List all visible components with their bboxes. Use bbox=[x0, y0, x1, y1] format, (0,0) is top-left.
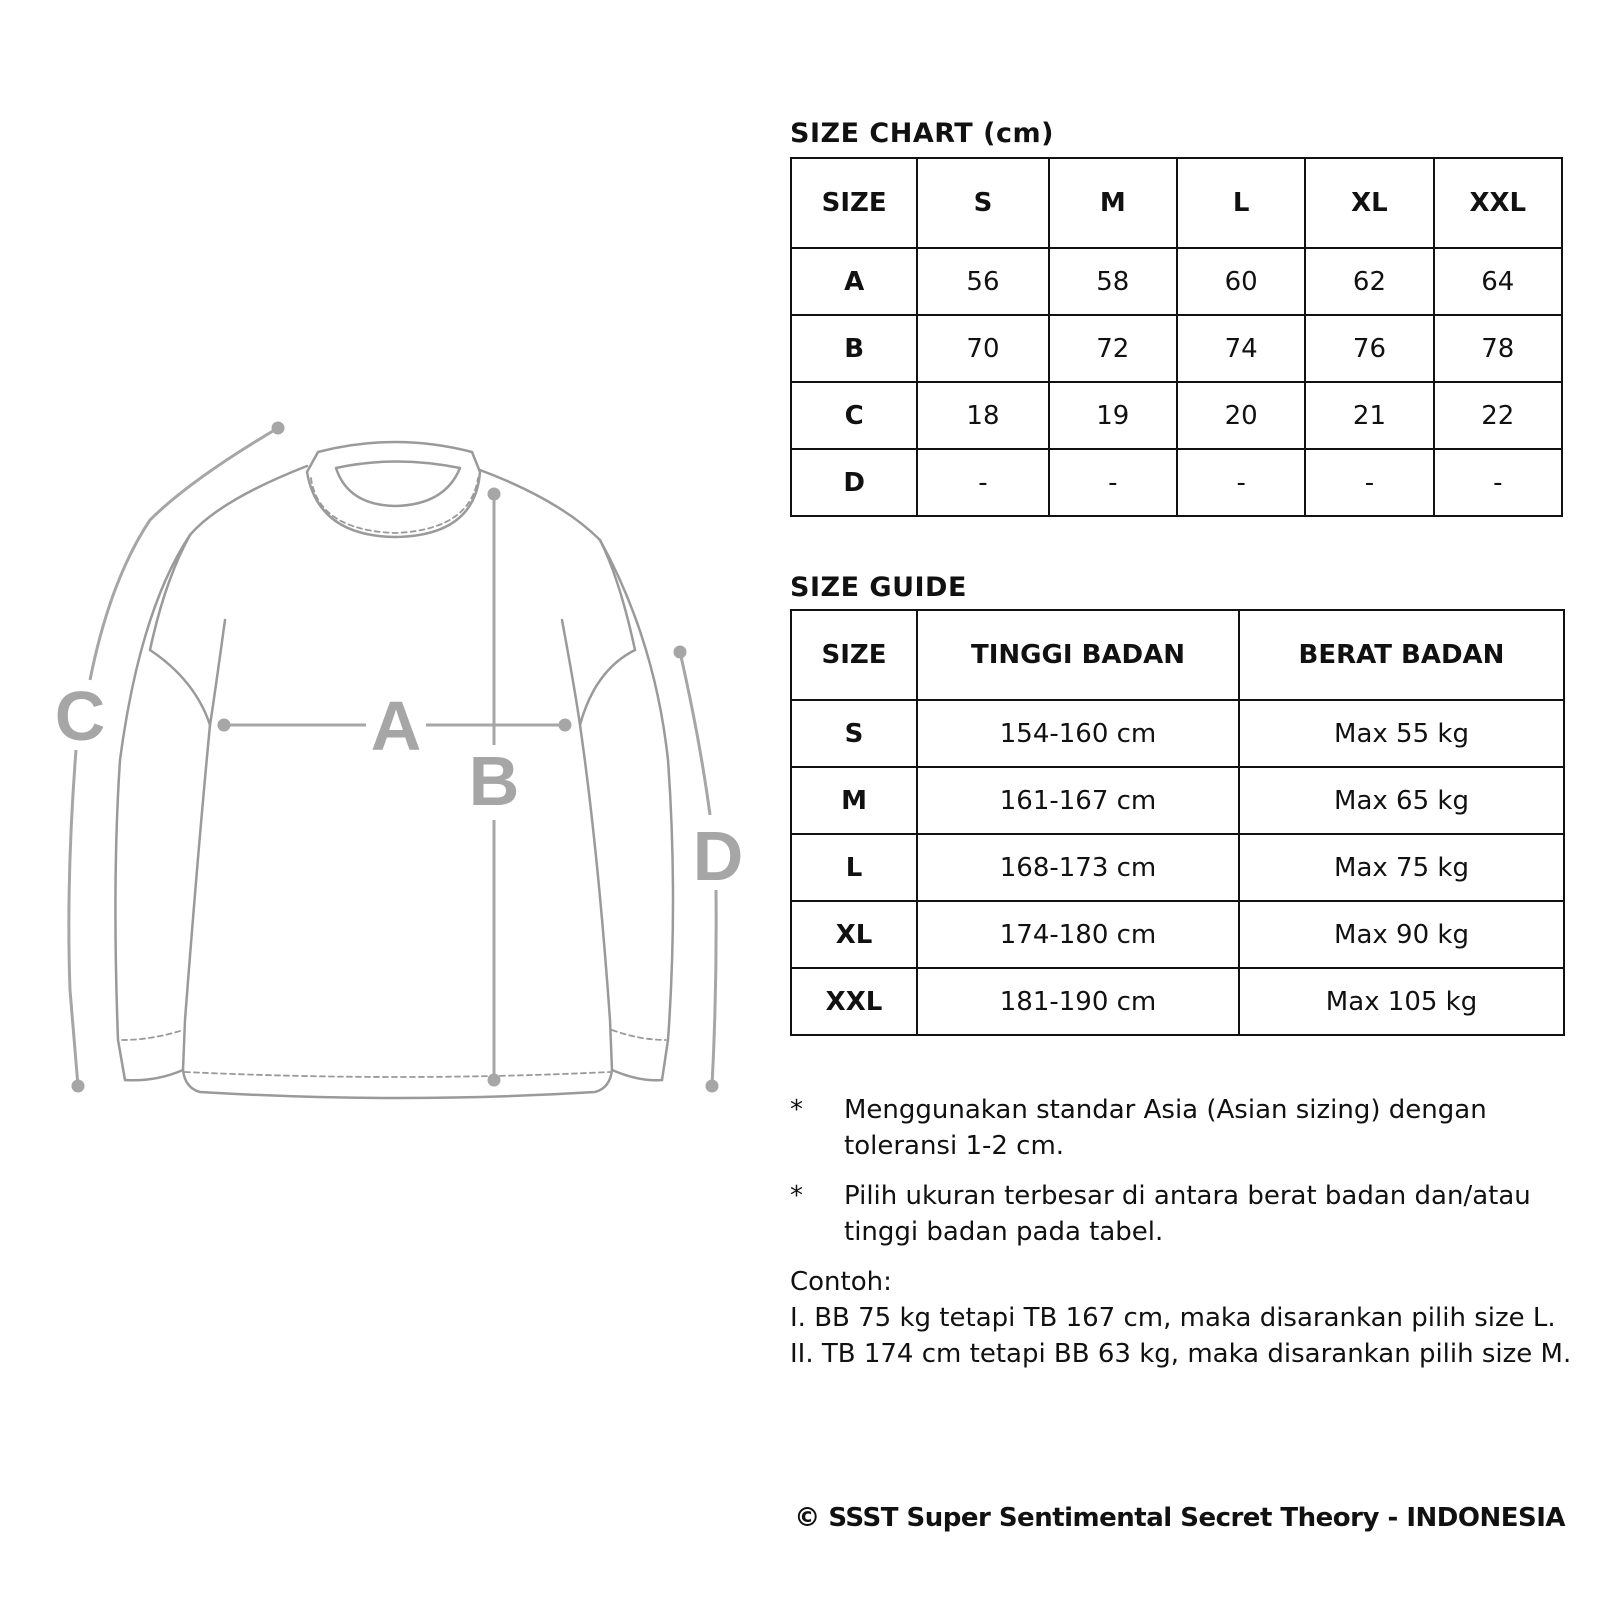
size-guide-header-cell: SIZE bbox=[791, 610, 917, 700]
measure-a-right-dot bbox=[560, 720, 570, 730]
measure-a-left-dot bbox=[219, 720, 229, 730]
left-armhole bbox=[210, 620, 225, 725]
size-guide-table bbox=[790, 609, 1565, 1036]
left-cuff-stitch bbox=[122, 1030, 183, 1040]
example-line: II. TB 174 cm tetapi BB 63 kg, maka disarankan pilih size M. bbox=[790, 1339, 1572, 1369]
table-cell: 18 bbox=[917, 382, 1048, 449]
table-row bbox=[791, 767, 1564, 834]
size-guide-header-cell: BERAT BADAN bbox=[1239, 610, 1564, 700]
size-chart-table bbox=[790, 157, 1563, 517]
table-row bbox=[791, 700, 1564, 767]
table-cell: 174-180 cm bbox=[917, 901, 1239, 968]
collar-inner bbox=[336, 462, 460, 507]
size-chart-header-cell: XL bbox=[1305, 158, 1433, 248]
row-label: C bbox=[791, 382, 917, 449]
note-item bbox=[790, 1178, 1580, 1250]
table-cell: - bbox=[917, 449, 1048, 516]
table-cell: 76 bbox=[1305, 315, 1433, 382]
measure-d-label: D bbox=[692, 817, 744, 895]
table-cell: Max 90 kg bbox=[1239, 901, 1564, 968]
size-chart-header-cell: SIZE bbox=[791, 158, 917, 248]
table-cell: 21 bbox=[1305, 382, 1433, 449]
right-armhole bbox=[562, 620, 580, 725]
notes-section bbox=[790, 1092, 1580, 1372]
left-sleeve-outer bbox=[115, 535, 190, 1080]
left-sleeve-inner bbox=[150, 650, 210, 1070]
measure-d-top-dot bbox=[675, 647, 685, 657]
sweater-measurement-diagram bbox=[0, 0, 760, 1120]
bullet-asterisk: * bbox=[790, 1095, 803, 1125]
table-row bbox=[791, 315, 1562, 382]
table-cell: - bbox=[1434, 449, 1562, 516]
table-cell: 60 bbox=[1177, 248, 1305, 315]
example-label: Contoh: bbox=[790, 1267, 892, 1297]
table-cell: 168-173 cm bbox=[917, 834, 1239, 901]
row-label: D bbox=[791, 449, 917, 516]
body-left-shoulder bbox=[150, 466, 307, 650]
measure-c-line-lower bbox=[69, 750, 78, 1086]
table-cell: - bbox=[1177, 449, 1305, 516]
table-cell: Max 75 kg bbox=[1239, 834, 1564, 901]
table-cell: Max 55 kg bbox=[1239, 700, 1564, 767]
right-cuff-stitch bbox=[612, 1030, 666, 1040]
example-block bbox=[790, 1264, 1580, 1372]
size-chart-header-cell: M bbox=[1049, 158, 1177, 248]
measure-a-label: A bbox=[370, 687, 422, 765]
table-row bbox=[791, 901, 1564, 968]
measure-b-label: B bbox=[468, 742, 520, 820]
table-cell: 62 bbox=[1305, 248, 1433, 315]
measure-c-top-dot bbox=[273, 423, 283, 433]
row-label: XXL bbox=[791, 968, 917, 1035]
table-cell: 58 bbox=[1049, 248, 1177, 315]
size-guide-header-row bbox=[791, 610, 1564, 700]
table-cell: 56 bbox=[917, 248, 1048, 315]
table-cell: 181-190 cm bbox=[917, 968, 1239, 1035]
row-label: S bbox=[791, 700, 917, 767]
row-label: XL bbox=[791, 901, 917, 968]
example-line: I. BB 75 kg tetapi TB 167 cm, maka disarankan pilih size L. bbox=[790, 1303, 1556, 1333]
right-cuff bbox=[612, 1070, 662, 1080]
table-cell: 72 bbox=[1049, 315, 1177, 382]
note-text: Pilih ukuran terbesar di antara berat badan dan/atau tinggi badan pada tabel. bbox=[844, 1181, 1531, 1247]
measure-b-top-dot bbox=[489, 489, 499, 499]
bullet-asterisk: * bbox=[790, 1181, 803, 1211]
note-item bbox=[790, 1092, 1580, 1164]
table-cell: - bbox=[1305, 449, 1433, 516]
measure-d-line-lower bbox=[712, 890, 716, 1086]
table-cell: 19 bbox=[1049, 382, 1177, 449]
table-cell: 74 bbox=[1177, 315, 1305, 382]
table-cell: 154-160 cm bbox=[917, 700, 1239, 767]
measure-c-bottom-dot bbox=[73, 1081, 83, 1091]
size-guide-title: SIZE GUIDE bbox=[790, 572, 967, 603]
measure-b-bottom-dot bbox=[489, 1075, 499, 1085]
size-chart-header-cell: S bbox=[917, 158, 1048, 248]
table-row bbox=[791, 834, 1564, 901]
table-row bbox=[791, 968, 1564, 1035]
table-cell: Max 65 kg bbox=[1239, 767, 1564, 834]
copyright-footer: © SSST Super Sentimental Secret Theory - INDONESIA bbox=[794, 1503, 1565, 1533]
row-label: M bbox=[791, 767, 917, 834]
size-chart-header-cell: L bbox=[1177, 158, 1305, 248]
measure-c-label: C bbox=[54, 677, 106, 755]
right-sleeve-outer bbox=[600, 540, 673, 1080]
size-chart-header-row bbox=[791, 158, 1562, 248]
table-row bbox=[791, 449, 1562, 516]
table-cell: 78 bbox=[1434, 315, 1562, 382]
row-label: B bbox=[791, 315, 917, 382]
size-chart-header-cell: XXL bbox=[1434, 158, 1562, 248]
measure-d-line bbox=[680, 652, 710, 815]
note-text: Menggunakan standar Asia (Asian sizing) dengan toleransi 1-2 cm. bbox=[844, 1095, 1487, 1161]
table-cell: - bbox=[1049, 449, 1177, 516]
table-row bbox=[791, 382, 1562, 449]
size-guide-header-cell: TINGGI BADAN bbox=[917, 610, 1239, 700]
left-cuff bbox=[125, 1070, 183, 1080]
table-cell: 22 bbox=[1434, 382, 1562, 449]
measure-c-line bbox=[90, 428, 278, 680]
right-sleeve-inner bbox=[580, 650, 635, 1070]
hem-stitch bbox=[185, 1072, 610, 1077]
row-label: L bbox=[791, 834, 917, 901]
table-cell: 20 bbox=[1177, 382, 1305, 449]
table-row bbox=[791, 248, 1562, 315]
table-cell: Max 105 kg bbox=[1239, 968, 1564, 1035]
collar-outline bbox=[307, 442, 480, 537]
row-label: A bbox=[791, 248, 917, 315]
size-chart-title: SIZE CHART (cm) bbox=[790, 118, 1054, 149]
measure-d-bottom-dot bbox=[707, 1081, 717, 1091]
table-cell: 161-167 cm bbox=[917, 767, 1239, 834]
table-cell: 64 bbox=[1434, 248, 1562, 315]
table-cell: 70 bbox=[917, 315, 1048, 382]
